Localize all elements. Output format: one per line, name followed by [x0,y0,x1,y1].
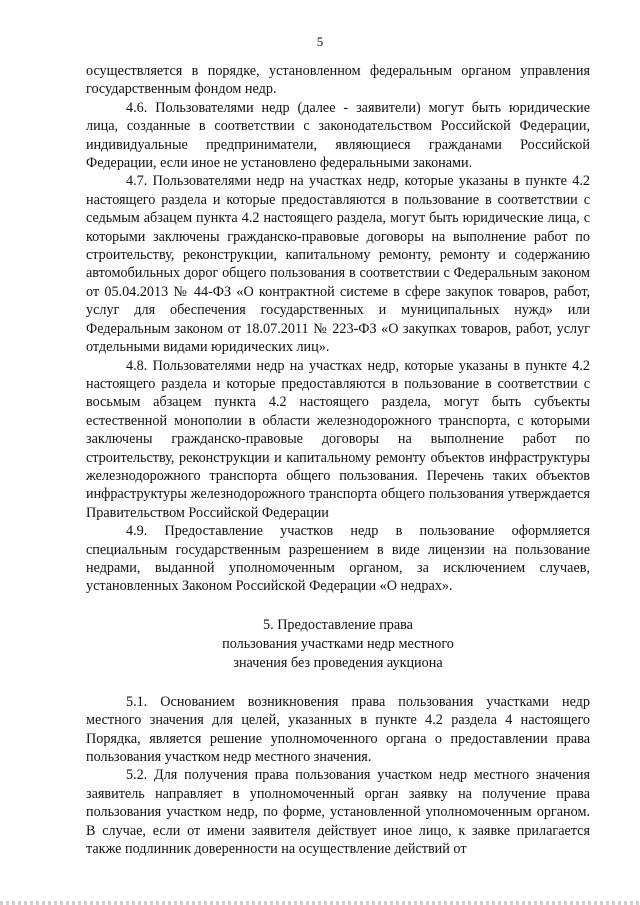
section-heading-line-3: значения без проведения аукциона [233,654,443,671]
section-5-heading [86,616,590,673]
section-heading-line-1: 5. Предоставление права [263,616,413,633]
paragraph-continuation: осуществляется в порядке, установленном федеральным органом управления государственным фондом недр. [86,63,590,98]
paragraph-5-2: 5.2. Для получения права пользования участком недр местного значения заявитель направляет в уполномоченный орган заявку на получение права пользования участком недр, по форме, установленной уполномоченным органом. В случае, если от имени заявителя действует иное лицо, к заявке прилагается также подлинник доверенности на осуществление действий от [86,767,590,858]
document-body [86,62,590,858]
scan-bottom-edge [0,901,640,905]
paragraph-4-9: 4.9. Предоставление участков недр в пользование оформляется специальным государственным разрешением в виде лицензии на пользование недрами, выданной уполномоченным органом, за исключением случаев, установленных Законом Российской Федерации «О недрах». [86,523,590,595]
paragraph-4-7: 4.7. Пользователями недр на участках недр, которые указаны в пункте 4.2 настоящего раздела и которые предоставляются в пользование в соответствии с седьмым абзацем пункта 4.2 настоящего раздела, могут быть юридические лица, с которыми заключены гражданско-правовые договоры на выполнение работ по строительству, реконструкции, капитальному ремонту, ремонту и содержанию автомобильных дорог общего пользования в соответствии с Федеральным законом от 05.04.2013 № 44-ФЗ «О контрактной системе в сфере закупок товаров, работ, услуг для обеспечения государственных и муниципальных нужд» или Федеральным законом от 18.07.2011 № 223-ФЗ «О закупках товаров, работ, услуг отдельными видами юридических лиц». [86,173,590,356]
paragraph-4-8: 4.8. Пользователями недр на участках недр, которые указаны в пункте 4.2 настоящего раздела и которые предоставляются в пользование в соответствии с восьмым абзацем пункта 4.2 настоящего раздела, могут быть субъекты естественной монополии в области железнодорожного транспорта, с которыми заключены гражданско-правовые договоры на выполнение работ по строительству, реконструкции и капитальному ремонту объектов инфраструктуры железнодорожного транспорта общего пользования. Перечень таких объектов инфраструктуры железнодорожного транспорта общего пользования утверждается Правительством Российской Федерации [86,357,590,521]
section-heading-line-2: пользования участками недр местного [222,635,454,652]
paragraph-4-6: 4.6. Пользователями недр (далее - заявители) могут быть юридические лица, созданные в соответствии с законодательством Российской Федерации, индивидуальные предприниматели, являющиеся гражданами Российской Федерации, если иное не установлено федеральными законами. [86,99,590,172]
paragraph-5-1: 5.1. Основанием возникновения права пользования участками недр местного значения для целей, указанных в пункте 4.2 раздела 4 настоящего Порядка, является решение уполномоченного органа о предоставлении права пользования участком недр местного значения. [86,693,590,765]
page-number: 5 [316,34,324,49]
